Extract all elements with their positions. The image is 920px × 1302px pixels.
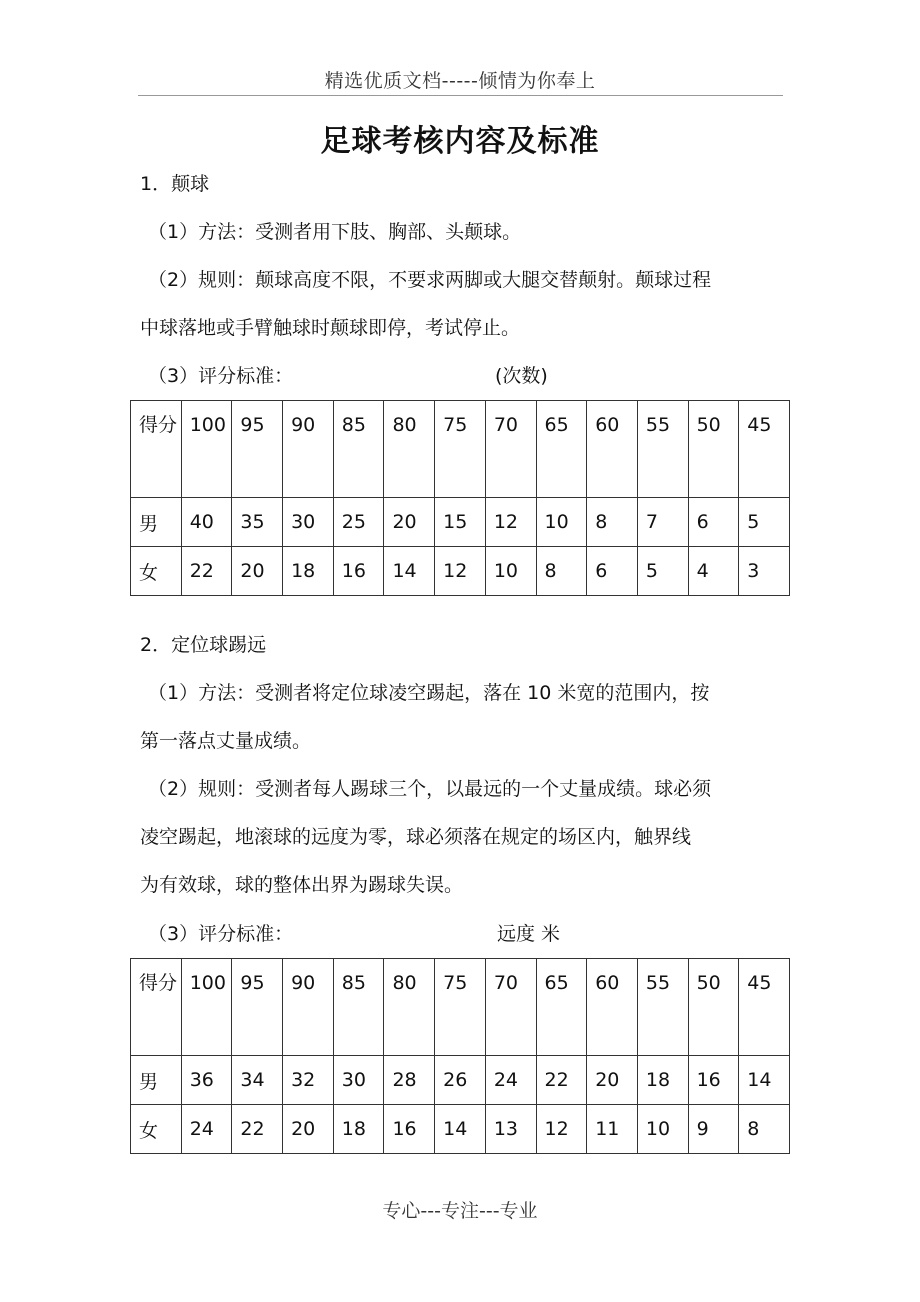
score-value-cell: 55 xyxy=(637,401,688,498)
male-value-cell: 25 xyxy=(333,498,384,547)
female-value-cell: 14 xyxy=(384,547,435,596)
male-value-cell: 15 xyxy=(435,498,486,547)
score-label-cell: 得分 xyxy=(131,959,182,1056)
score-row xyxy=(131,959,790,1056)
male-value-cell: 10 xyxy=(536,498,587,547)
score-value-cell: 60 xyxy=(587,959,638,1056)
male-label-cell: 男 xyxy=(131,498,182,547)
section2-standard-label: （3）评分标准： xyxy=(148,923,294,945)
male-value-cell: 28 xyxy=(384,1056,435,1105)
section2-method-line2: 第一落点丈量成绩。 xyxy=(140,730,312,752)
female-value-cell: 9 xyxy=(688,1105,739,1154)
score-value-cell: 70 xyxy=(485,401,536,498)
male-row xyxy=(131,498,790,547)
female-value-cell: 13 xyxy=(485,1105,536,1154)
male-value-cell: 20 xyxy=(587,1056,638,1105)
male-value-cell: 34 xyxy=(232,1056,283,1105)
section1-rule-line1: （2）规则：颠球高度不限，不要求两脚或大腿交替颠射。颠球过程 xyxy=(148,269,712,291)
score-row xyxy=(131,401,790,498)
score-value-cell: 75 xyxy=(435,959,486,1056)
score-value-cell: 50 xyxy=(688,401,739,498)
score-value-cell: 60 xyxy=(587,401,638,498)
female-value-cell: 18 xyxy=(333,1105,384,1154)
male-value-cell: 32 xyxy=(283,1056,334,1105)
header-divider xyxy=(138,95,783,96)
male-value-cell: 40 xyxy=(181,498,232,547)
male-value-cell: 24 xyxy=(485,1056,536,1105)
score-value-cell: 75 xyxy=(435,401,486,498)
female-value-cell: 20 xyxy=(232,547,283,596)
female-value-cell: 8 xyxy=(536,547,587,596)
male-value-cell: 26 xyxy=(435,1056,486,1105)
female-value-cell: 11 xyxy=(587,1105,638,1154)
male-value-cell: 7 xyxy=(637,498,688,547)
male-value-cell: 6 xyxy=(688,498,739,547)
section2-rule-line1: （2）规则：受测者每人踢球三个，以最远的一个丈量成绩。球必须 xyxy=(148,778,712,800)
male-value-cell: 30 xyxy=(283,498,334,547)
score-value-cell: 65 xyxy=(536,401,587,498)
male-value-cell: 12 xyxy=(485,498,536,547)
female-row xyxy=(131,1105,790,1154)
female-value-cell: 24 xyxy=(181,1105,232,1154)
female-value-cell: 10 xyxy=(637,1105,688,1154)
male-value-cell: 16 xyxy=(688,1056,739,1105)
male-value-cell: 18 xyxy=(637,1056,688,1105)
score-value-cell: 100 xyxy=(181,959,232,1056)
male-value-cell: 30 xyxy=(333,1056,384,1105)
female-value-cell: 6 xyxy=(587,547,638,596)
score-value-cell: 65 xyxy=(536,959,587,1056)
female-value-cell: 22 xyxy=(181,547,232,596)
score-value-cell: 80 xyxy=(384,401,435,498)
score-value-cell: 95 xyxy=(232,959,283,1056)
female-value-cell: 12 xyxy=(435,547,486,596)
male-value-cell: 14 xyxy=(739,1056,790,1105)
score-value-cell: 45 xyxy=(739,959,790,1056)
score-value-cell: 90 xyxy=(283,959,334,1056)
section2-score-table xyxy=(130,958,790,1154)
score-value-cell: 80 xyxy=(384,959,435,1056)
male-value-cell: 35 xyxy=(232,498,283,547)
section1-method: （1）方法：受测者用下肢、胸部、头颠球。 xyxy=(148,221,522,243)
section1-unit-label: (次数) xyxy=(495,365,548,387)
female-value-cell: 20 xyxy=(283,1105,334,1154)
score-value-cell: 85 xyxy=(333,401,384,498)
female-value-cell: 18 xyxy=(283,547,334,596)
female-value-cell: 10 xyxy=(485,547,536,596)
male-value-cell: 22 xyxy=(536,1056,587,1105)
male-value-cell: 8 xyxy=(587,498,638,547)
female-value-cell: 14 xyxy=(435,1105,486,1154)
score-value-cell: 95 xyxy=(232,401,283,498)
score-value-cell: 45 xyxy=(739,401,790,498)
female-value-cell: 4 xyxy=(688,547,739,596)
male-value-cell: 20 xyxy=(384,498,435,547)
male-label-cell: 男 xyxy=(131,1056,182,1105)
page-header: 精选优质文档-----倾情为你奉上 xyxy=(324,70,596,92)
section1-heading: 1．颠球 xyxy=(140,173,210,195)
male-row xyxy=(131,1056,790,1105)
score-value-cell: 70 xyxy=(485,959,536,1056)
section1-score-table xyxy=(130,400,790,596)
female-value-cell: 3 xyxy=(739,547,790,596)
female-value-cell: 5 xyxy=(637,547,688,596)
section2-rule-line3: 为有效球，球的整体出界为踢球失误。 xyxy=(140,874,464,896)
section2-rule-line2: 凌空踢起，地滚球的远度为零，球必须落在规定的场区内，触界线 xyxy=(140,826,692,848)
section2-unit-label: 远度 米 xyxy=(497,923,561,945)
male-value-cell: 36 xyxy=(181,1056,232,1105)
female-value-cell: 12 xyxy=(536,1105,587,1154)
female-row xyxy=(131,547,790,596)
page-title: 足球考核内容及标准 xyxy=(320,124,600,159)
score-value-cell: 100 xyxy=(181,401,232,498)
score-value-cell: 55 xyxy=(637,959,688,1056)
female-value-cell: 22 xyxy=(232,1105,283,1154)
score-value-cell: 50 xyxy=(688,959,739,1056)
male-value-cell: 5 xyxy=(739,498,790,547)
page-footer: 专心---专注---专业 xyxy=(382,1200,538,1222)
female-value-cell: 16 xyxy=(384,1105,435,1154)
score-label-cell: 得分 xyxy=(131,401,182,498)
section2-method-line1: （1）方法：受测者将定位球凌空踢起，落在 10 米宽的范围内，按 xyxy=(148,682,710,704)
section1-rule-line2: 中球落地或手臂触球时颠球即停，考试停止。 xyxy=(140,317,521,339)
female-label-cell: 女 xyxy=(131,547,182,596)
section2-heading: 2．定位球踢远 xyxy=(140,634,267,656)
score-value-cell: 85 xyxy=(333,959,384,1056)
section1-standard-label: （3）评分标准： xyxy=(148,365,294,387)
female-value-cell: 8 xyxy=(739,1105,790,1154)
score-value-cell: 90 xyxy=(283,401,334,498)
female-value-cell: 16 xyxy=(333,547,384,596)
female-label-cell: 女 xyxy=(131,1105,182,1154)
